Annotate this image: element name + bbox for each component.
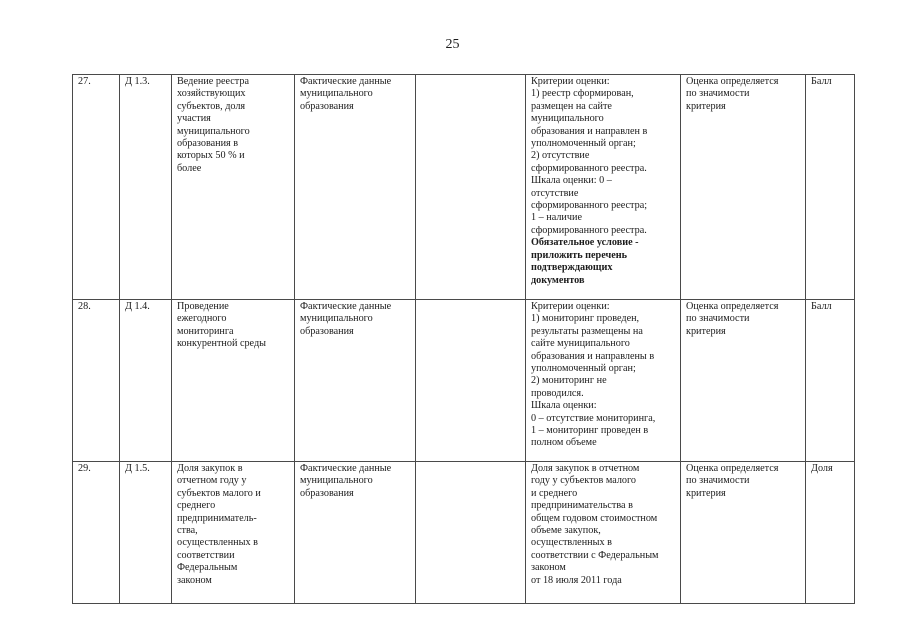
row-number: 28. (73, 300, 120, 462)
evaluation-method (681, 462, 806, 604)
indicator-code: Д 1.4. (120, 300, 172, 462)
indicator-name-line: законом (177, 574, 212, 586)
mandatory-condition-line: документов (531, 274, 585, 286)
indicator-name-line: муниципального (177, 125, 250, 137)
evaluation-criteria-line: и среднего (531, 487, 578, 499)
data-source-line: Фактические данные (300, 301, 392, 312)
indicator-name (172, 462, 295, 604)
evaluation-criteria-line: Шкала оценки: 0 – (531, 175, 612, 187)
data-source-line: образования (300, 325, 354, 337)
evaluation-criteria-line: сформированного реестра; (531, 200, 648, 212)
data-source (295, 462, 416, 604)
data-source-line: образования (300, 100, 354, 112)
evaluation-criteria-line: сформированного реестра. (531, 162, 647, 174)
indicator-name-line: мониторинга (177, 325, 234, 337)
mandatory-condition-line: Обязательное условие - (531, 237, 639, 249)
evaluation-criteria (526, 462, 681, 604)
evaluation-method-line: по значимости (686, 475, 750, 487)
unit-of-measure: Балл (806, 300, 855, 462)
evaluation-criteria-line: осуществленных в (531, 537, 612, 549)
evaluation-criteria-line: соответствии с Федеральным (531, 549, 659, 561)
mandatory-condition-line: приложить перечень (531, 249, 628, 261)
data-source (295, 300, 416, 462)
evaluation-criteria-line: общем годовом стоимостном (531, 512, 658, 524)
evaluation-criteria-line: образования и направлены в (531, 350, 655, 362)
table-row (73, 75, 855, 300)
evaluation-criteria (526, 75, 681, 300)
evaluation-criteria-line: проводился. (531, 387, 584, 399)
indicator-name (172, 75, 295, 300)
empty-cell (416, 300, 526, 462)
table-body (73, 75, 855, 604)
data-source-line: Фактические данные (300, 463, 392, 474)
evaluation-criteria-line: полном объеме (531, 437, 597, 449)
indicator-name-line: Доля закупок в (177, 463, 243, 474)
evaluation-method (681, 300, 806, 462)
indicator-name-line: конкурентной среды (177, 338, 266, 350)
indicator-name-line: осуществленных в (177, 537, 258, 549)
data-source-line: муниципального (300, 88, 373, 100)
empty-cell (416, 462, 526, 604)
evaluation-method-line: по значимости (686, 313, 750, 325)
mandatory-condition-line: подтверждающих (531, 262, 613, 274)
evaluation-criteria-line: 1 – мониторинг проведен в (531, 425, 649, 437)
evaluation-criteria-line: Шкала оценки: (531, 400, 597, 412)
evaluation-criteria (526, 300, 681, 462)
row-number: 29. (73, 462, 120, 604)
evaluation-criteria-line: результаты размещены на (531, 325, 643, 337)
page-number: 25 (445, 37, 460, 52)
indicator-name-line: Ведение реестра (177, 76, 249, 87)
evaluation-criteria-line: Критерии оценки: (531, 76, 610, 87)
evaluation-criteria-line: сайте муниципального (531, 338, 630, 350)
evaluation-criteria-line: 1 – наличие (531, 212, 582, 224)
evaluation-method-line: Оценка определяется (686, 76, 779, 87)
indicator-name-line: субъектов, доля (177, 100, 246, 112)
evaluation-criteria-line: 1) мониторинг проведен, (531, 313, 640, 325)
indicator-name (172, 300, 295, 462)
evaluation-criteria-line: размещен на сайте (531, 100, 612, 112)
empty-cell (416, 75, 526, 300)
row-number: 27. (73, 75, 120, 300)
indicator-name-line: предприниматель- (177, 512, 257, 524)
evaluation-criteria-line: законом (531, 562, 566, 574)
evaluation-criteria-line: 2) отсутствие (531, 150, 590, 162)
indicator-name-line: субъектов малого и (177, 487, 261, 499)
indicator-name-line: которых 50 % и (177, 150, 245, 162)
evaluation-criteria-line: Доля закупок в отчетном (531, 463, 640, 474)
evaluation-criteria-line: Критерии оценки: (531, 301, 610, 312)
evaluation-criteria-line: 0 – отсутствие мониторинга, (531, 412, 656, 424)
data-source-line: муниципального (300, 313, 373, 325)
evaluation-criteria-line: предпринимательства в (531, 500, 633, 512)
evaluation-criteria-line: уполномоченный орган; (531, 138, 636, 150)
data-source (295, 75, 416, 300)
evaluation-method-line: критерия (686, 100, 726, 112)
evaluation-method-line: критерия (686, 487, 726, 499)
indicator-name-line: образования в (177, 138, 239, 150)
evaluation-criteria-line: уполномоченный орган; (531, 363, 636, 375)
unit-of-measure: Доля (806, 462, 855, 604)
indicator-name-line: Проведение (177, 301, 229, 312)
indicator-name-line: Федеральным (177, 562, 238, 574)
indicator-name-line: ства, (177, 525, 198, 537)
evaluation-criteria-line: отсутствие (531, 187, 579, 199)
evaluation-criteria-line: 2) мониторинг не (531, 375, 607, 387)
evaluation-method-line: Оценка определяется (686, 463, 779, 474)
indicator-name-line: хозяйствующих (177, 88, 246, 100)
indicator-code: Д 1.3. (120, 75, 172, 300)
indicator-name-line: ежегодного (177, 313, 227, 325)
evaluation-criteria-line: 1) реестр сформирован, (531, 88, 634, 100)
evaluation-method-line: Оценка определяется (686, 301, 779, 312)
evaluation-criteria-line: образования и направлен в (531, 125, 648, 137)
evaluation-method-line: по значимости (686, 88, 750, 100)
data-source-line: Фактические данные (300, 76, 392, 87)
unit-of-measure: Балл (806, 75, 855, 300)
indicator-name-line: участия (177, 113, 211, 125)
indicator-name-line: отчетном году у (177, 475, 247, 487)
evaluation-criteria-line: от 18 июля 2011 года (531, 574, 622, 586)
indicator-name-line: соответствии (177, 549, 235, 561)
data-source-line: муниципального (300, 475, 373, 487)
data-source-line: образования (300, 487, 354, 499)
evaluation-method-line: критерия (686, 325, 726, 337)
evaluation-criteria-line: объеме закупок, (531, 525, 601, 537)
evaluation-criteria-line: сформированного реестра. (531, 224, 647, 236)
indicator-name-line: более (177, 162, 202, 174)
evaluation-method (681, 75, 806, 300)
criteria-table (72, 74, 855, 604)
indicator-code: Д 1.5. (120, 462, 172, 604)
indicator-name-line: среднего (177, 500, 216, 512)
evaluation-criteria-line: году у субъектов малого (531, 475, 637, 487)
table-row (73, 462, 855, 604)
evaluation-criteria-line: муниципального (531, 113, 604, 125)
table-row (73, 300, 855, 462)
